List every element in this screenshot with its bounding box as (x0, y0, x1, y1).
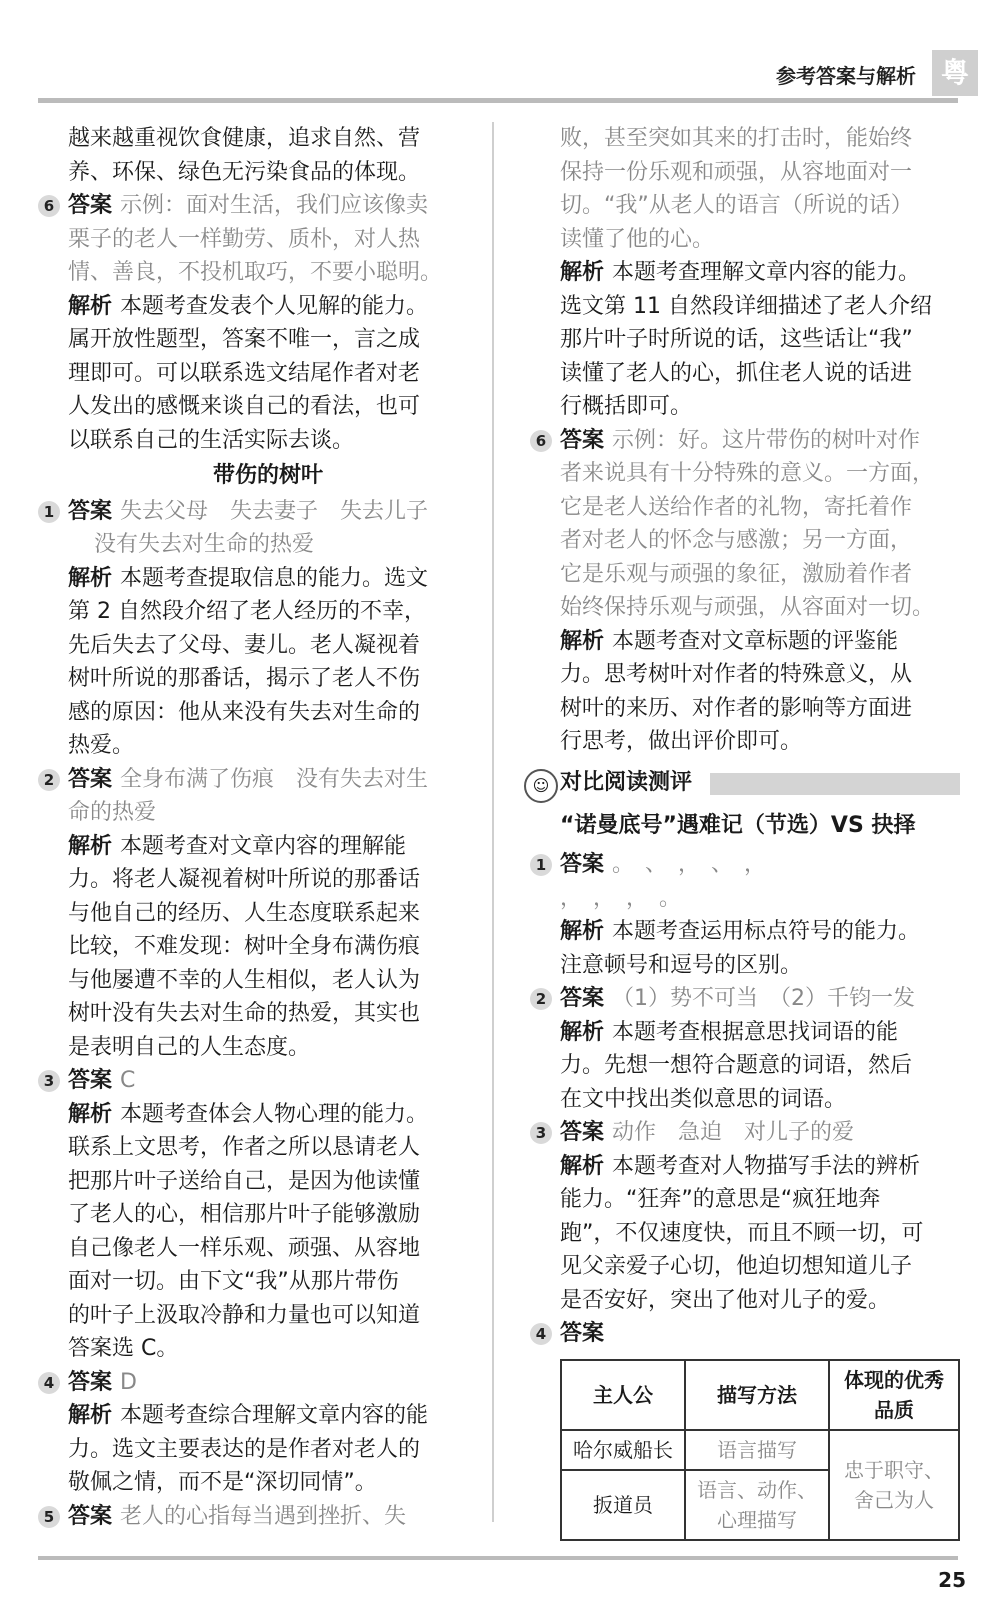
question-number: 3 (38, 1070, 60, 1092)
answer-label: 答案 (68, 1503, 113, 1529)
reader-icon: ☺ (524, 769, 558, 803)
compare-title: 对比阅读测评 (560, 765, 700, 801)
left-column (43, 122, 468, 1533)
answer-label: 答案 (68, 193, 113, 218)
table-cell: 忠于职守、舍己为人 (829, 1430, 959, 1540)
table-cell: 哈尔威船长 (561, 1430, 685, 1470)
answer-label: 答案 (560, 986, 605, 1011)
table-cell: 扳道员 (561, 1470, 685, 1540)
question-number: 4 (530, 1323, 552, 1345)
analysis-label: 解析 (68, 1403, 113, 1428)
table-header: 描写方法 (685, 1360, 829, 1430)
answer-text: 示例：面对生活，我们应该像卖 (120, 193, 429, 218)
question-4: 4 答案 D 解析 本题考查综合理解文章内容的能 力。选文主要表达的是作者对老人的 敬佩之情，而不是“深切同情”。 (68, 1366, 468, 1500)
question-number: 1 (530, 854, 552, 876)
compare-question-4 (535, 1317, 960, 1541)
analysis-label: 解析 (560, 919, 605, 944)
question-2: 2 答案 全身布满了伤痕 没有失去对生 命的热爱 解析 本题考查对文章内容的理解能 力。将老人凝视着树叶所说的那番话 与他自己的经历、人生态度联系起来 比较，不难发现：树叶全身布满伤痕 与他屡遭不幸的人生相似，老人认为 树叶没有失去对生命的热爱，其实也 是表明自己的人生态度。 (68, 763, 468, 1065)
question-3: 3 答案 C 解析 本题考查体会人物心理的能力。 联系上文思考，作者之所以恳请老人 把那片叶子送给自己，是因为他读懂 了老人的心，相信那片叶子能够激励 自己像老人一样乐观、顽强、从容地 面对一切。由下文“我”从那片带伤 的叶子上汲取冷静和力量也可以知道 答案选 C。 (68, 1064, 468, 1366)
question-number: 2 (530, 988, 552, 1010)
analysis-label: 解析 (68, 1101, 113, 1127)
table-cell: 语言、动作、心理描写 (685, 1470, 829, 1540)
table-row (561, 1430, 959, 1470)
compare-question-2: 2 答案 （1）势不可当 （2）千钧一发 解析 本题考查根据意思找词语的能 力。先想一想符合题意的词语，然后 在文中找出类似意思的词语。 (560, 982, 960, 1116)
question-number: 5 (38, 1506, 60, 1528)
section-title: 带伤的树叶 (212, 463, 323, 488)
footer-rule (38, 1556, 958, 1560)
analysis-label: 解析 (560, 1153, 605, 1179)
analysis-label: 解析 (560, 1019, 605, 1045)
table-header: 主人公 (561, 1360, 685, 1430)
column-divider (492, 122, 494, 1522)
answer-label: 答案 (68, 1068, 113, 1093)
answer-label: 答案 (68, 766, 113, 792)
question-number: 6 (38, 195, 60, 217)
analysis-label: 解析 (68, 833, 113, 859)
table-header-row (561, 1360, 959, 1430)
question-number: 2 (38, 769, 60, 791)
answer-label: 答案 (560, 1321, 605, 1346)
question-number: 3 (530, 1122, 552, 1144)
compare-header-bar (710, 773, 960, 795)
table-header: 体现的优秀品质 (829, 1360, 959, 1430)
page-number: 25 (938, 1568, 966, 1592)
question-1: 1 答案 失去父母 失去妻子 失去儿子 没有失去对生命的热爱 解析 本题考查提取信息的能力。选文 第 2 自然段介绍了老人经历的不幸， 先后失去了父母、妻儿。老人凝视着 树叶所说的那番话，揭示了老人不伤 感的原因：他从来没有失去对生命的 热爱。 (68, 495, 468, 763)
answer-label: 答案 (68, 1369, 113, 1395)
analysis-label: 解析 (560, 260, 605, 285)
analysis-text: 本题考查发表个人见解的能力。 (120, 293, 429, 319)
compare-reading-header (532, 765, 960, 805)
analysis-label: 解析 (560, 628, 605, 654)
compare-question-3: 3 答案 动作 急迫 对儿子的爱 解析 本题考查对人物描写手法的辨析 能力。“狂奔”的意思是“疯狂地奔 跑”，不仅速度快，而且不顾一切，可 见父亲爱子心切，他迫切想知道儿子 是否安好，突出了他对儿子的爱。 (560, 1116, 960, 1317)
intro-text: 越来越重视饮食健康，追求自然、营 养、环保、绿色无污染食品的体现。 (68, 126, 421, 185)
compare-question-1: 1 答案 。 、 ， 、 ， ， ， ， 。 解析 本题考查运用标点符号的能力。 注意顿号和逗号的区别。 (560, 848, 960, 982)
compare-subtitle: “诺曼底号”遇难记（节选）VS 抉择 (560, 812, 916, 838)
region-badge: 粤 (932, 50, 978, 96)
answer-label: 答案 (68, 498, 113, 524)
question-number: 4 (38, 1372, 60, 1394)
header-rule (38, 98, 958, 103)
question-number: 6 (530, 430, 552, 452)
question-6: 6 答案 示例：面对生活，我们应该像卖 栗子的老人一样勤劳、质朴，对人热 情、善良，不投机取巧，不要小聪明。 解析 本题考查发表个人见解的能力。 属开放性题型，答案不唯一，言之成 理即可。可以联系选文结尾作者对老 人发出的感慨来谈自己的看法，也可 以联系自己的生活实际去谈。 (68, 189, 468, 457)
header-title: 参考答案与解析 (776, 64, 916, 88)
question-5: 5 答案 老人的心指每当遇到挫折、失 (68, 1500, 468, 1534)
table-cell: 语言描写 (685, 1430, 829, 1470)
answer-label: 答案 (560, 852, 605, 877)
analysis-label: 解析 (68, 293, 113, 319)
question-number: 1 (38, 501, 60, 523)
answer-label: 答案 (560, 427, 605, 453)
question-6-right: 6 答案 示例：好。这片带伤的树叶对作 者来说具有十分特殊的意义。一方面， 它是老人送给作者的礼物，寄托着作 者对老人的怀念与感激；另一方面， 它是乐观与顽强的象征，激励着作者 始终保持乐观与顽强，从容面对一切。 解析 本题考查对文章标题的评鉴能 力。思考树叶对作者的特殊意义，从 树叶的来历、对作者的影响等方面进 行思考，做出评价即可。 (560, 424, 960, 759)
question-5-continued: 败，甚至突如其来的打击时，能始终 保持一份乐观和顽强，从容地面对一 切。“我”从老人的语言（所说的话） 读懂了他的心。 解析 本题考查理解文章内容的能力。 选文第 11 自然段详细描述了老人介绍 那片叶子时所说的话，这些话让“我” 读懂了老人的心，抓住老人说的话进 行概括即可。 (560, 126, 932, 419)
analysis-label: 解析 (68, 565, 113, 591)
answer-table (560, 1359, 960, 1541)
page-header (0, 0, 996, 104)
answer-label: 答案 (560, 1120, 605, 1145)
right-column (532, 122, 960, 1541)
